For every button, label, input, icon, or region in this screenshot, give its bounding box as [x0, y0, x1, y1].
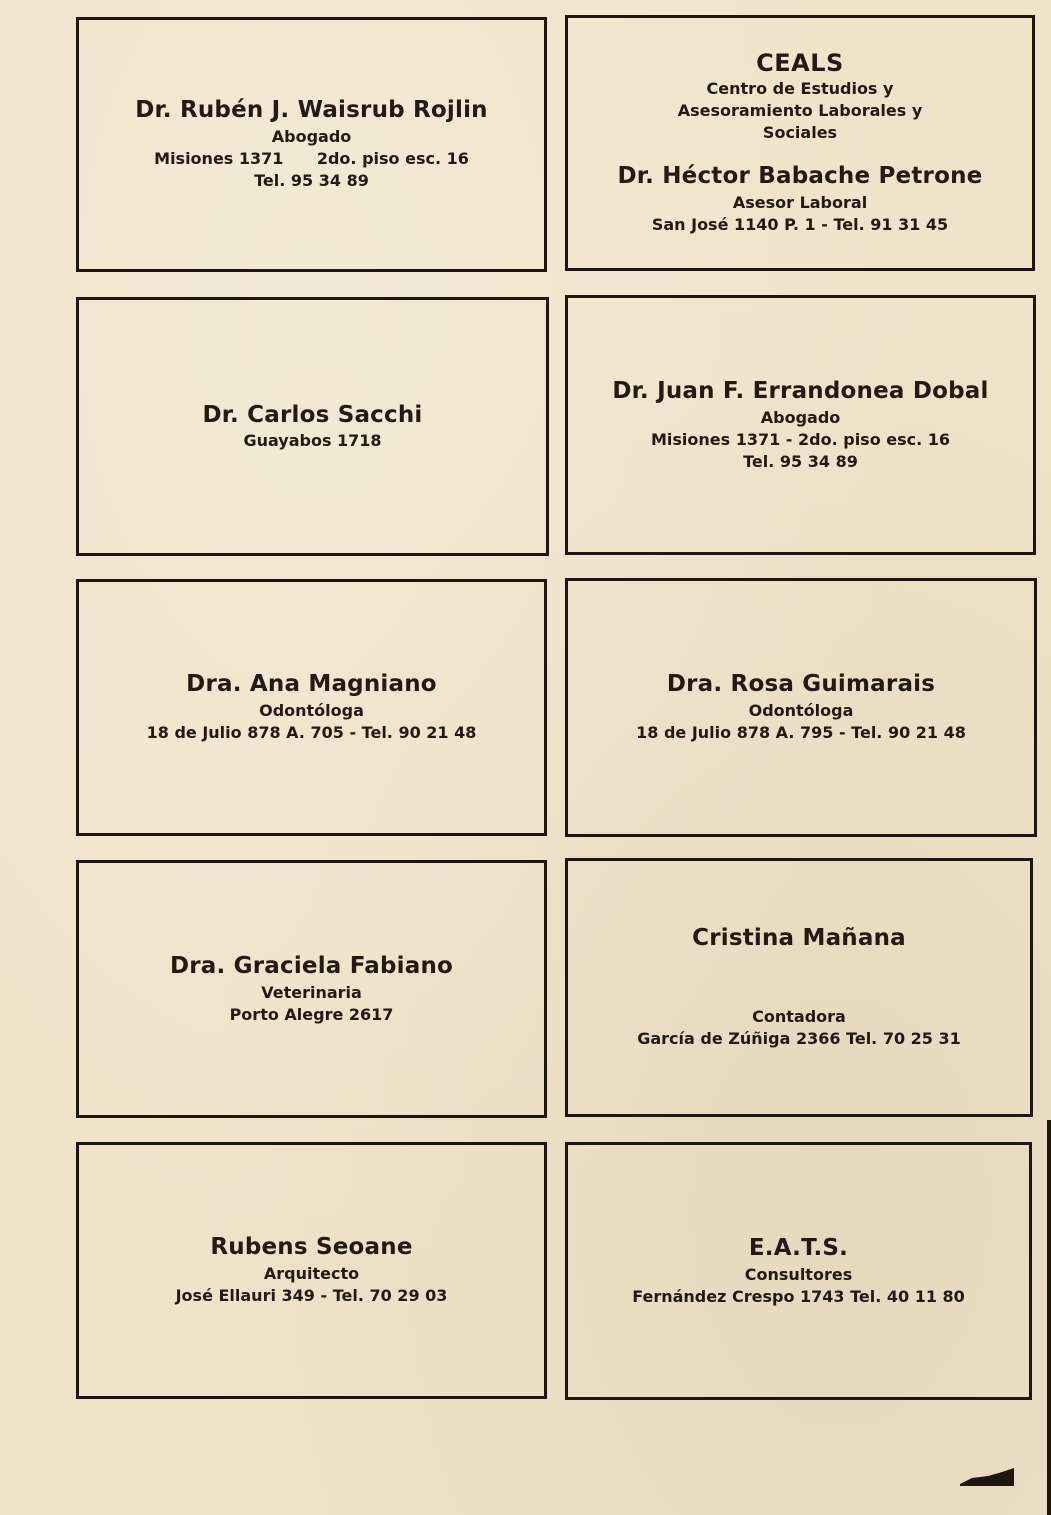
card-name: Dra. Graciela Fabiano	[169, 952, 454, 979]
card-org-acronym: CEALS	[756, 49, 844, 78]
card-address: José Ellauri 349 - Tel. 70 29 03	[175, 1286, 448, 1306]
business-card-guimarais	[565, 578, 1037, 837]
card-name: Rubens Seoane	[210, 1234, 413, 1261]
card-profession: Consultores	[744, 1264, 853, 1284]
card-org-line: Centro de Estudios y	[706, 79, 894, 99]
business-card-fabiano	[76, 860, 547, 1118]
card-profession: Arquitecto	[263, 1264, 360, 1284]
card-address: Misiones 1371 2do. piso esc. 16	[154, 149, 469, 169]
card-name: E.A.T.S.	[748, 1234, 849, 1261]
card-address: Fernández Crespo 1743 Tel. 40 11 80	[632, 1286, 965, 1306]
card-phone: Tel. 95 34 89	[743, 451, 858, 471]
card-name: Dra. Ana Magniano	[186, 671, 437, 698]
business-card-errandonea	[565, 295, 1036, 555]
card-address: Misiones 1371 - 2do. piso esc. 16	[650, 429, 951, 449]
card-profession: Asesor Laboral	[732, 193, 868, 213]
card-org-line: Sociales	[762, 123, 838, 143]
page-edge-shadow	[1047, 1120, 1051, 1515]
card-address: San José 1140 P. 1 - Tel. 91 31 45	[651, 215, 949, 235]
business-card-waisrub	[76, 17, 547, 272]
business-card-sacchi	[76, 297, 549, 556]
card-profession: Contadora	[752, 1007, 846, 1027]
card-org-line: Asesoramiento Laborales y	[677, 101, 923, 121]
business-card-magniano	[76, 579, 547, 836]
card-name: Dr. Héctor Babache Petrone	[617, 163, 983, 190]
card-profession: Abogado	[760, 407, 841, 427]
card-name: Cristina Mañana	[692, 925, 906, 952]
business-card-seoane	[76, 1142, 547, 1399]
card-profession: Veterinaria	[261, 982, 362, 1002]
business-card-ceals	[565, 15, 1035, 271]
card-address: Guayabos 1718	[243, 431, 382, 451]
card-address: García de Zúñiga 2366 Tel. 70 25 31	[637, 1029, 961, 1049]
card-name: Dr. Carlos Sacchi	[202, 401, 423, 428]
card-address: 18 de Julio 878 A. 795 - Tel. 90 21 48	[636, 723, 966, 743]
card-address: 18 de Julio 878 A. 705 - Tel. 90 21 48	[146, 723, 477, 743]
card-profession: Odontóloga	[748, 701, 854, 721]
card-name: Dr. Rubén J. Waisrub Rojlin	[135, 97, 488, 124]
card-profession: Odontóloga	[259, 701, 364, 721]
business-card-manana	[565, 858, 1033, 1117]
printer-mark-icon	[958, 1464, 1016, 1488]
card-profession: Abogado	[271, 127, 352, 147]
card-address: Porto Alegre 2617	[229, 1004, 394, 1024]
business-card-eats	[565, 1142, 1032, 1400]
card-name: Dra. Rosa Guimarais	[666, 671, 936, 698]
card-name: Dr. Juan F. Errandonea Dobal	[612, 377, 989, 404]
card-phone: Tel. 95 34 89	[254, 171, 369, 191]
